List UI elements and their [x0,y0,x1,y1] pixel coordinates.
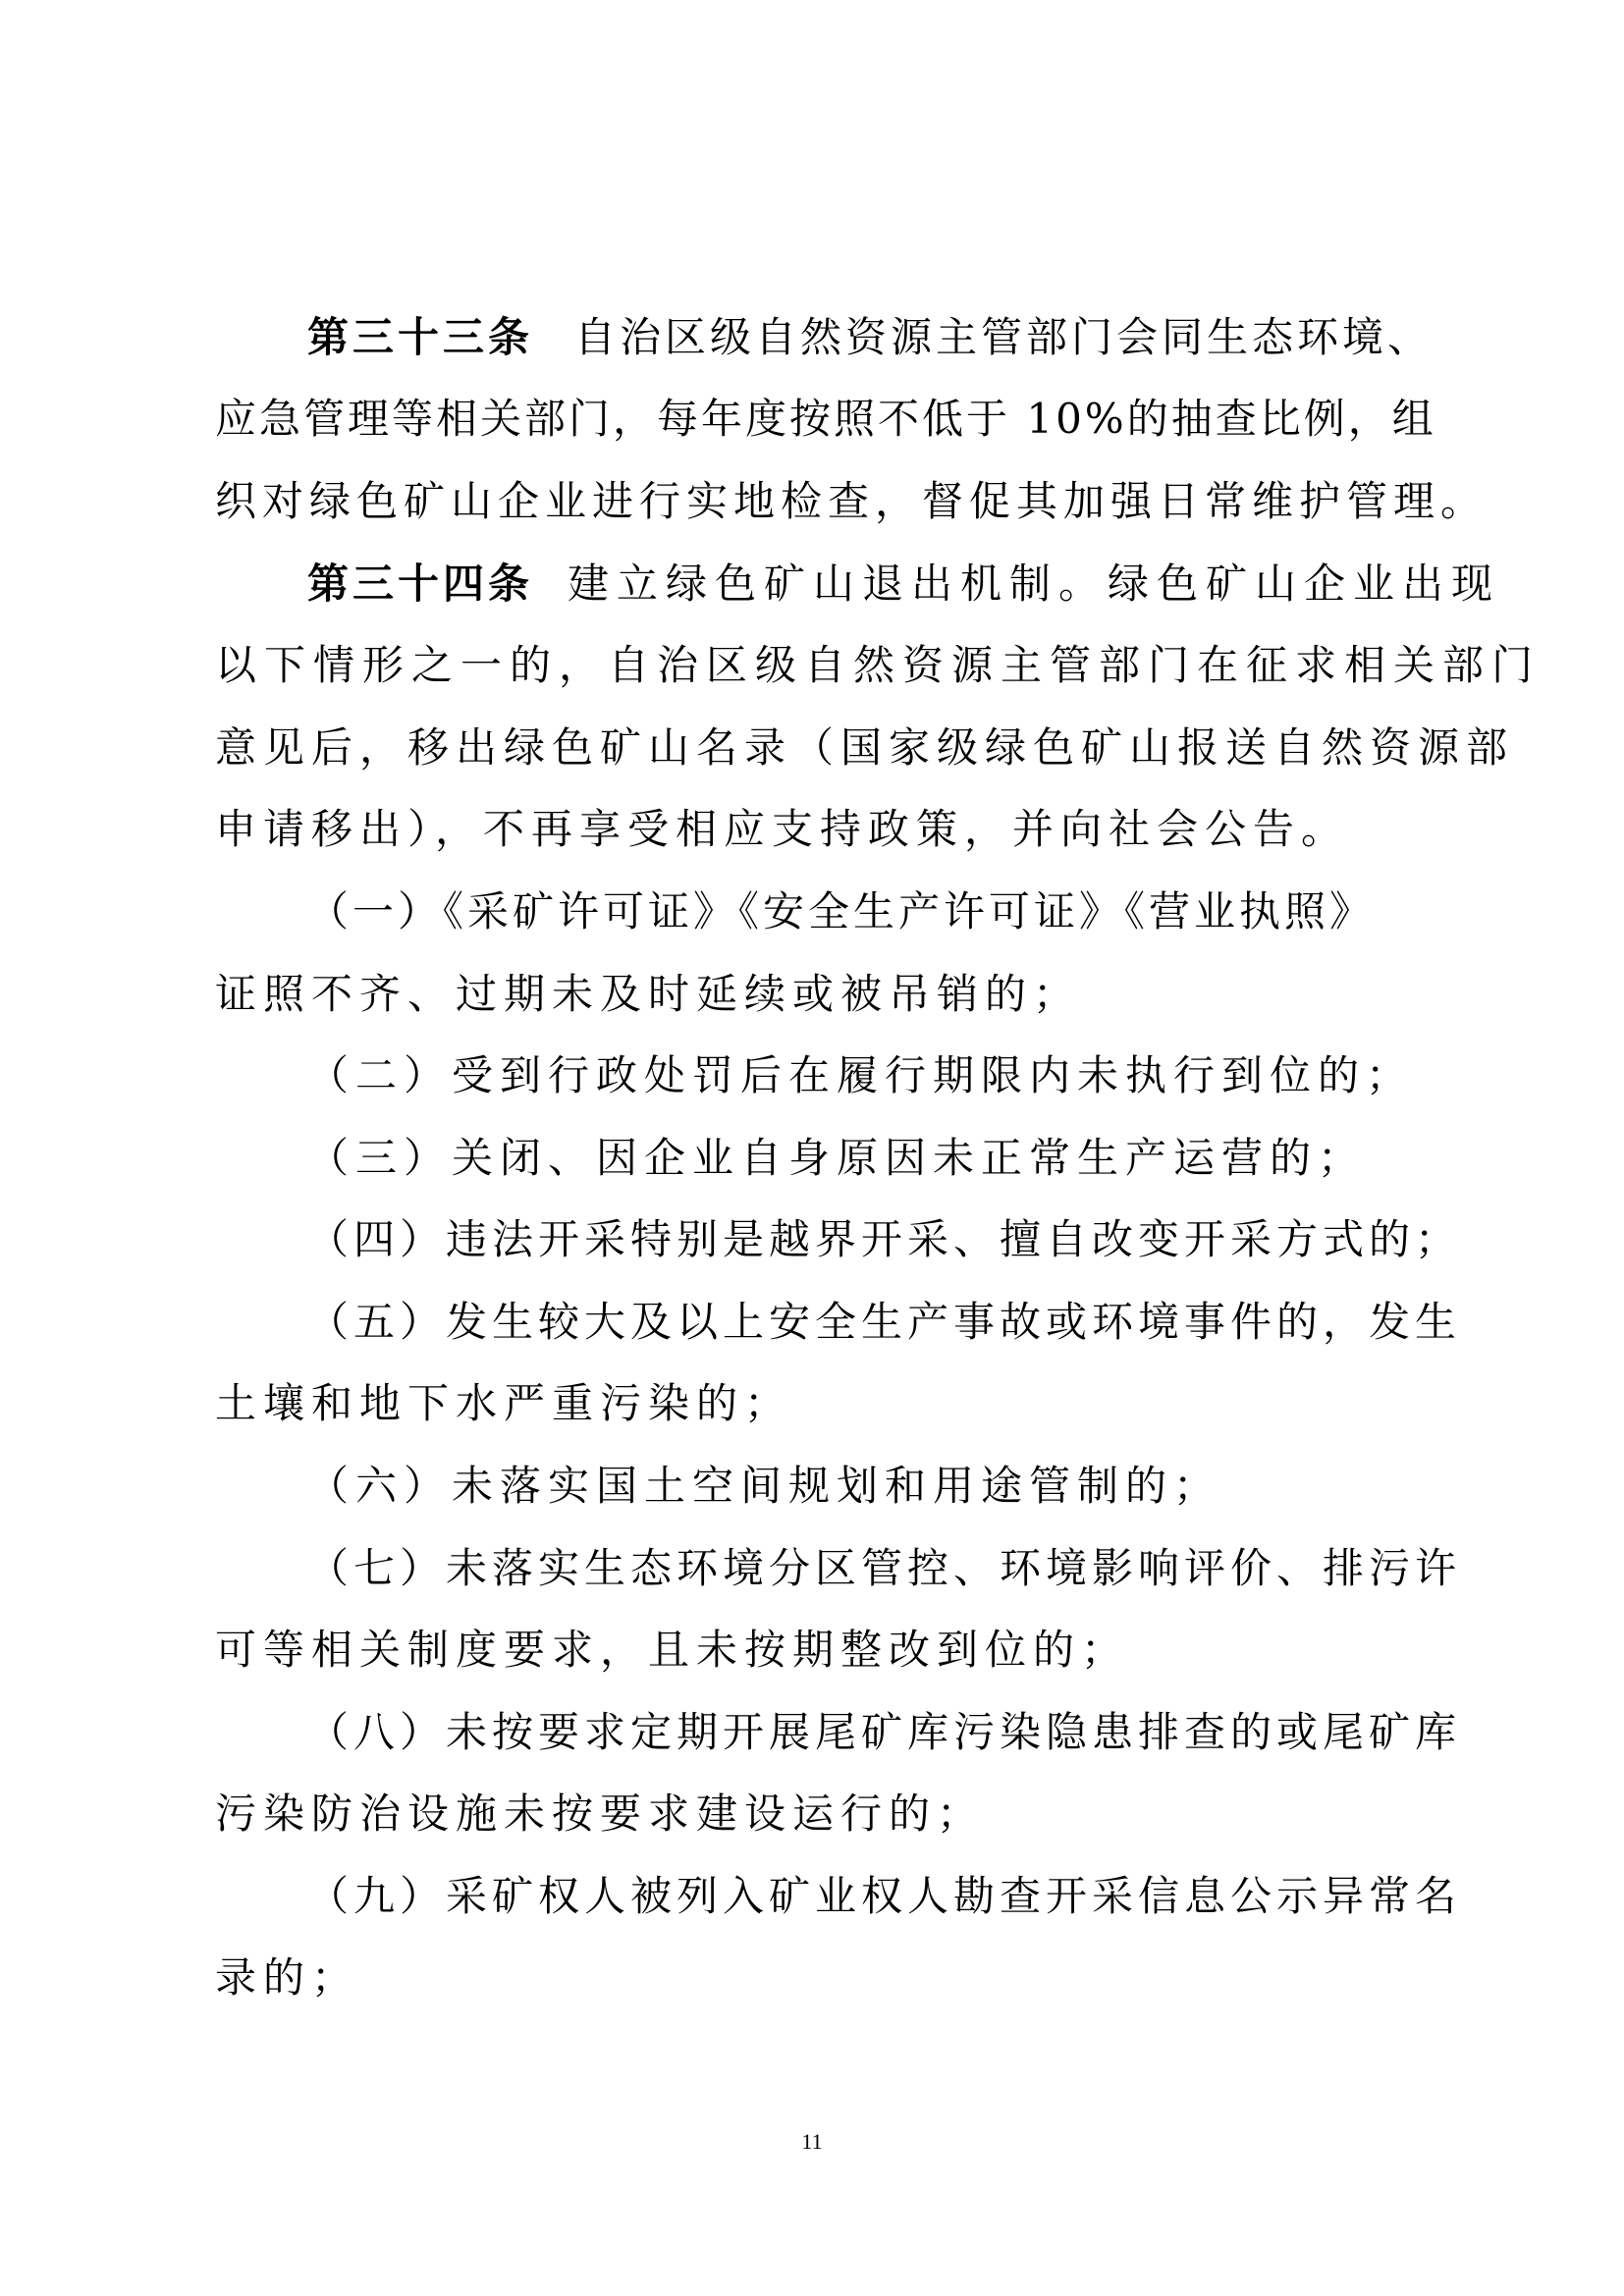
list-item-text: （五）发生较大及以上安全生产事故或环境事件的，发生 [307,1298,1462,1346]
article-34-text: 申请移出），不再享受相应支持政策，并向社会公告。 [215,805,1350,853]
list-item-text: （二）受到行政处罚后在履行期限内未执行到位的； [307,1051,1415,1099]
list-item-text: （九）采矿权人被列入矿业权人勘查开采信息公示异常名 [307,1872,1462,1920]
list-item-text: （七）未落实生态环境分区管控、环境影响评价、排污许 [307,1544,1462,1592]
article-33-heading: 第三十三条 [307,313,534,361]
article-33-text: 应急管理等相关部门，每年度按照不低于 10%的抽查比例，组 [215,395,1436,443]
article-34-text: 意见后，移出绿色矿山名录（国家级绿色矿山报送自然资源部 [215,723,1515,772]
article-34-text: 建立绿色矿山退出机制。绿色矿山企业出现 [568,560,1501,608]
list-item-text: 土壤和地下水严重污染的； [215,1379,793,1427]
list-item-text: 录的； [215,1953,360,2002]
list-item-text: （四）违法开采特别是越界开采、擅自改变开采方式的； [307,1215,1462,1263]
list-item-text: （六）未落实国土空间规划和用途管制的； [307,1462,1222,1510]
list-item-text: 可等相关制度要求，且未按期整改到位的； [215,1626,1130,1674]
list-item-text: （一）《采矿许可证》《安全生产许可证》《营业执照》 [307,887,1376,935]
page-number: 11 [801,2129,823,2154]
article-34-heading: 第三十四条 [307,560,534,608]
list-item-text: 证照不齐、过期未及时延续或被吊销的； [215,970,1082,1018]
article-33-text: 织对绿色矿山企业进行实地检查，督促其加强日常维护管理。 [215,477,1489,525]
article-33-text: 自治区级自然资源主管部门会同生态环境、 [574,313,1434,361]
article-34-text: 以下情形之一的，自治区级自然资源主管部门在征求相关部门 [215,641,1542,689]
list-item-text: 污染防治设施未按要求建设运行的； [215,1789,986,1838]
list-item-text: （三）关闭、因企业自身原因未正常生产运营的； [307,1134,1367,1182]
list-item-text: （八）未按要求定期开展尾矿库污染隐患排查的或尾矿库 [307,1708,1462,1756]
